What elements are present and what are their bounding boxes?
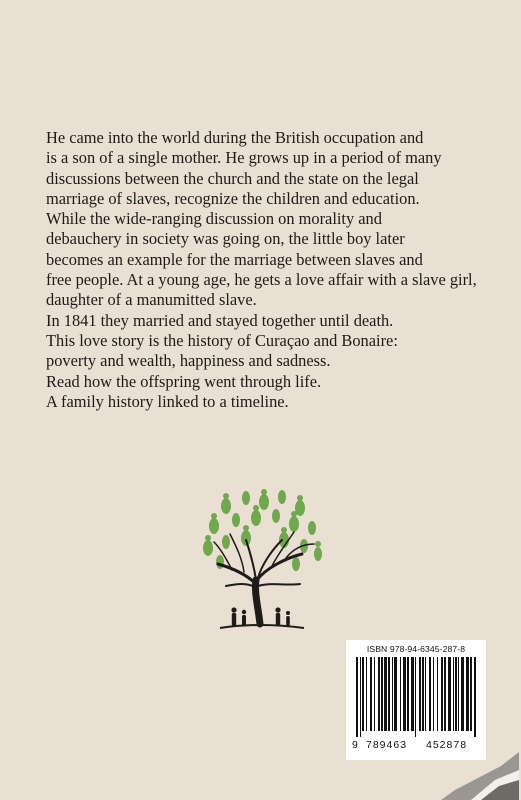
barcode-digit-first: 9: [352, 739, 358, 751]
blurb-line: poverty and wealth, happiness and sadness.: [46, 351, 331, 371]
blurb-line: marriage of slaves, recognize the children and education.: [46, 188, 420, 208]
blurb-line: A family history linked to a timeline.: [46, 391, 289, 411]
blurb-line: becomes an example for the marriage between slaves and: [46, 249, 423, 269]
blurb-line: This love story is the history of Curaçao and Bonaire:: [46, 330, 398, 350]
blurb-line: He came into the world during the British occupation and: [46, 128, 424, 147]
stamp-mark-icon: [441, 708, 519, 800]
blurb-line: is a son of a single mother. He grows up in a period of many: [46, 148, 442, 168]
blurb-line: While the wide-ranging discussion on morality and: [46, 209, 382, 229]
blurb-line: In 1841 they married and stayed together until death.: [46, 310, 394, 330]
blurb-line: free people. At a young age, he gets a love affair with a slave girl,: [46, 270, 477, 290]
barcode-digits-left: 789463: [366, 739, 408, 751]
blurb-line: debauchery in society was going on, the little boy later: [46, 229, 405, 249]
blurb-line: daughter of a manumitted slave.: [46, 290, 257, 310]
blurb-line: discussions between the church and the state on the legal: [46, 168, 419, 188]
isbn-label: ISBN 978-94-6345-287-8: [366, 644, 466, 654]
family-tree-icon: [196, 488, 328, 636]
back-cover-blurb: [46, 128, 516, 412]
barcode-digits-right: 452878: [426, 739, 468, 751]
blurb-line: Read how the offspring went through life.: [46, 371, 322, 391]
